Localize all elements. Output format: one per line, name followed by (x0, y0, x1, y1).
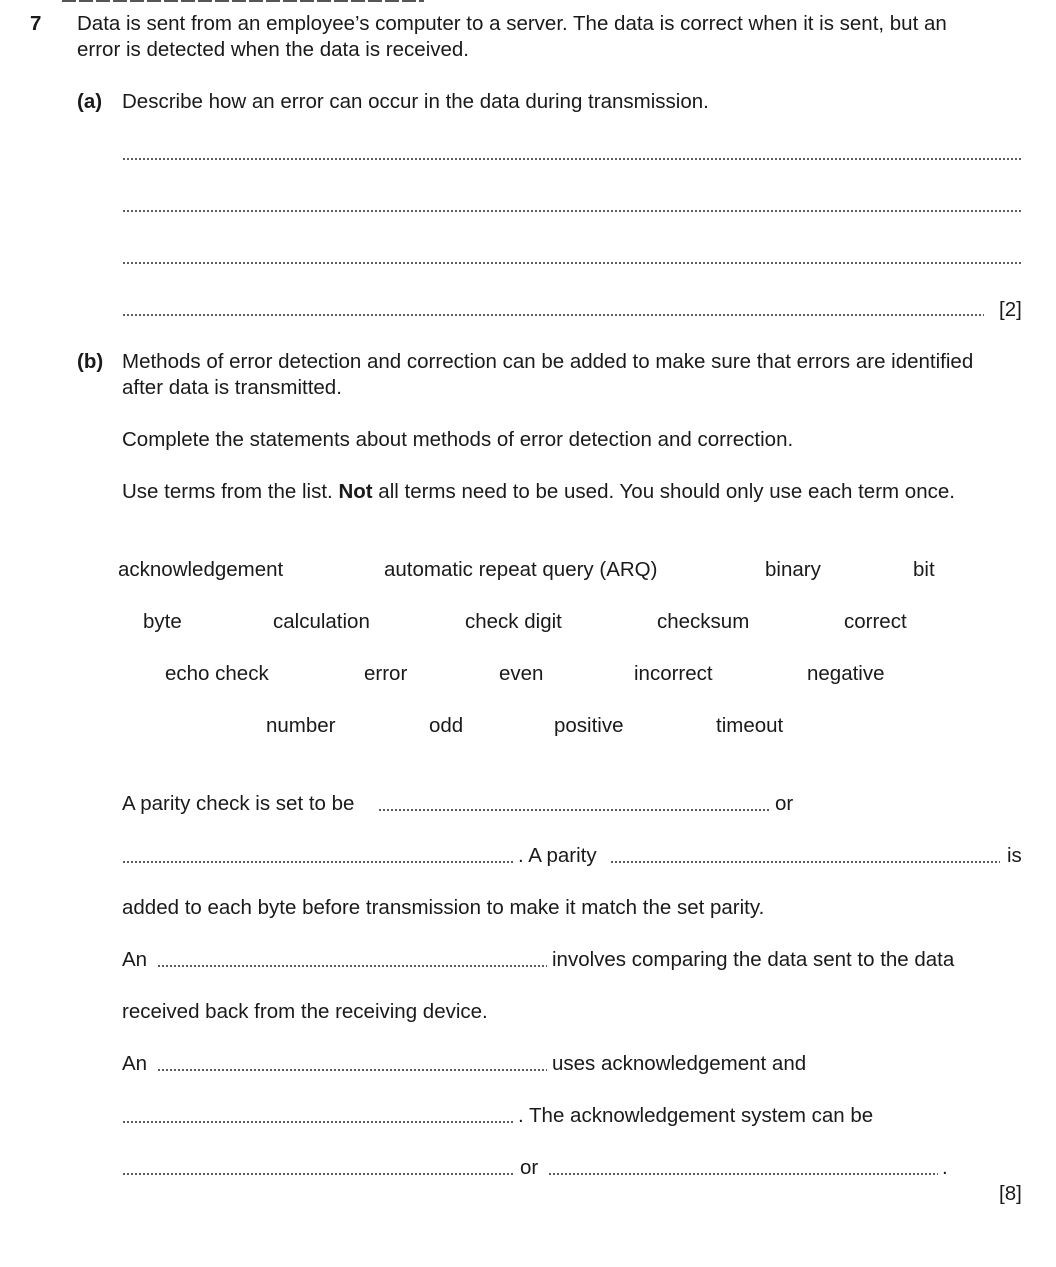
statement-1-or: or (775, 792, 794, 815)
statement-4-an: An (122, 948, 148, 971)
term-checksum: checksum (657, 610, 750, 633)
question-number: 7 (30, 12, 42, 35)
part-b-intro-line2: after data is transmitted. (122, 376, 342, 399)
blank-6[interactable] (122, 1121, 514, 1123)
part-b-marks: [8] (999, 1182, 1022, 1205)
term-timeout: timeout (716, 714, 784, 737)
answer-line-a3[interactable] (122, 262, 1022, 264)
statement-6-an: An (122, 1052, 148, 1075)
statement-5-text: received back from the receiving device. (122, 1000, 488, 1023)
blank-5[interactable] (157, 1069, 547, 1071)
header-rule (62, 0, 424, 2)
term-arq: automatic repeat query (ARQ) (384, 558, 658, 581)
term-correct: correct (844, 610, 907, 633)
blank-7[interactable] (122, 1173, 514, 1175)
term-binary: binary (765, 558, 821, 581)
use-terms-bold: Not (338, 480, 373, 503)
statement-7-text: . The acknowledgement system can be (518, 1104, 874, 1127)
use-terms-post: all terms need to be used. You should only use each term once. (372, 480, 955, 503)
blank-4[interactable] (157, 965, 547, 967)
statement-3-text: added to each byte before transmission to make it match the set parity. (122, 896, 765, 919)
part-a-label: (a) (77, 90, 103, 113)
statement-2-end: is (1007, 844, 1022, 867)
part-a-prompt: Describe how an error can occur in the data during transmission. (122, 90, 709, 113)
question-stem-line1: Data is sent from an employee’s computer to a server. The data is correct when it is sent, but an (77, 12, 947, 35)
statement-6-text: uses acknowledgement and (552, 1052, 807, 1075)
blank-8[interactable] (548, 1173, 938, 1175)
term-check-digit: check digit (465, 610, 562, 633)
statement-4-text: involves comparing the data sent to the data (552, 948, 955, 971)
statement-2-text: . A parity (518, 844, 597, 867)
term-acknowledgement: acknowledgement (118, 558, 284, 581)
term-negative: negative (807, 662, 885, 685)
statement-1-text: A parity check is set to be (122, 792, 355, 815)
use-terms-pre: Use terms from the list. (122, 480, 339, 503)
part-b-instruction: Complete the statements about methods of error detection and correction. (122, 428, 794, 451)
term-incorrect: incorrect (634, 662, 713, 685)
term-odd: odd (429, 714, 464, 737)
blank-1[interactable] (378, 809, 770, 811)
term-even: even (499, 662, 544, 685)
term-byte: byte (143, 610, 182, 633)
part-b-label: (b) (77, 350, 104, 373)
statement-8-end: . (942, 1156, 948, 1179)
answer-line-a1[interactable] (122, 158, 1022, 160)
blank-2[interactable] (122, 861, 514, 863)
term-positive: positive (554, 714, 624, 737)
term-number: number (266, 714, 336, 737)
statement-8-or: or (520, 1156, 539, 1179)
part-a-marks: [2] (999, 298, 1022, 321)
term-echo-check: echo check (165, 662, 269, 685)
answer-line-a2[interactable] (122, 210, 1022, 212)
question-stem-line2: error is detected when the data is received. (77, 38, 469, 61)
part-b-intro-line1: Methods of error detection and correction can be added to make sure that errors are identified (122, 350, 974, 373)
term-calculation: calculation (273, 610, 370, 633)
blank-3[interactable] (610, 861, 1000, 863)
term-bit: bit (913, 558, 935, 581)
use-terms-instruction (122, 479, 955, 505)
term-error: error (364, 662, 408, 685)
answer-line-a4[interactable] (122, 314, 984, 316)
